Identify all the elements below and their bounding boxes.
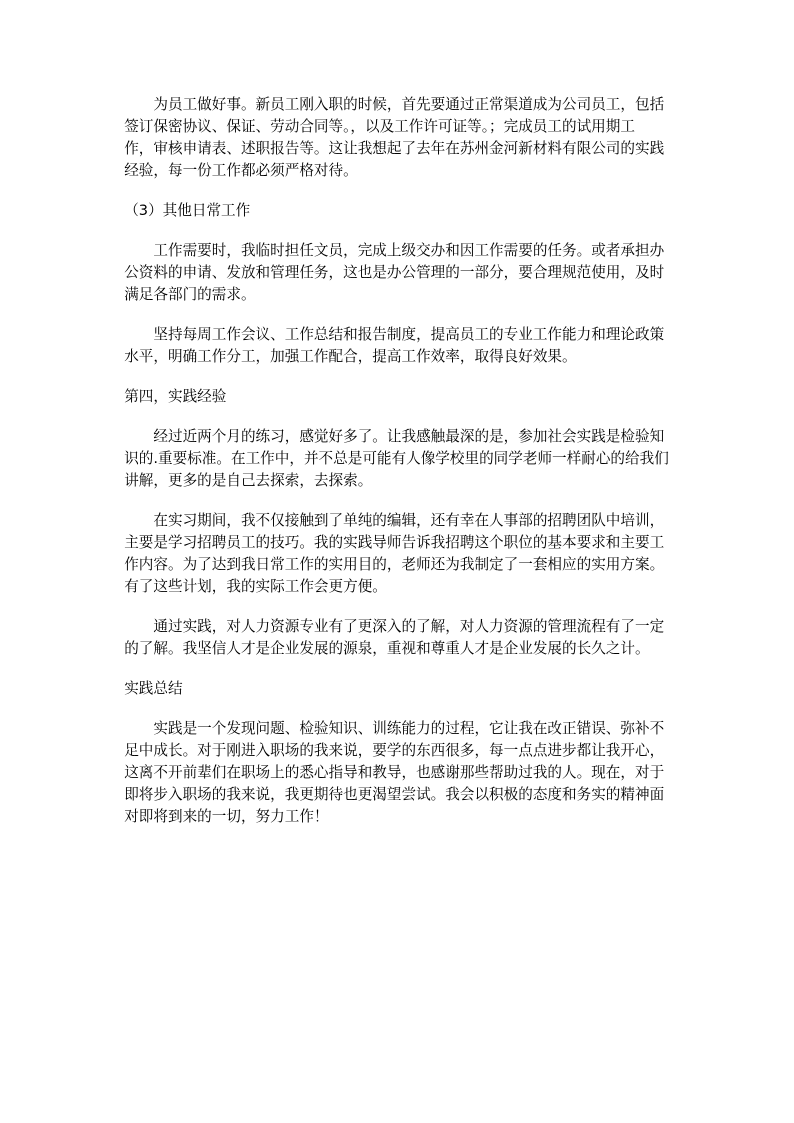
paragraph-line: 作，审核申请表、述职报告等。这让我想起了去年在苏州金河新材料有限公司的实践 — [124, 140, 665, 157]
paragraph-line: 作内容。为了达到我日常工作的实用目的，老师还为我制定了一套相应的实用方案。 — [124, 556, 665, 573]
paragraph-line: 在实习期间，我不仅接触到了单纯的编辑，还有幸在人事部的招聘团队中培训， — [153, 512, 665, 529]
paragraph-line: 足中成长。对于刚进入职场的我来说，要学的东西很多，每一点点进步都让我开心， — [124, 742, 665, 759]
paragraph-line: 经过近两个月的练习，感觉好多了。让我感触最深的是，参加社会实践是检验知 — [153, 428, 665, 445]
paragraph-line: 为员工做好事。新员工刚入职的时候，首先要通过正常渠道成为公司员工，包括 — [153, 96, 665, 113]
paragraph-internship-period — [95, 510, 701, 598]
section-heading-practice-experience: 第四，实践经验 — [124, 388, 227, 405]
paragraph-line: 签订保密协议、保证、劳动合同等。，以及工作许可证等。；完成员工的试用期工 — [124, 118, 635, 135]
paragraph-line: 识的.重要标准。在工作中，并不总是可能有人像学校里的同学老师一样耐心的给我们 — [124, 450, 669, 467]
section-heading-other-daily-work: （3）其他日常工作 — [124, 202, 251, 219]
paragraph-summary — [95, 718, 701, 828]
paragraph-line: 的了解。我坚信人才是企业发展的源泉，重视和尊重人才是企业发展的长久之计。 — [124, 640, 650, 657]
paragraph-line: 这离不开前辈们在职场上的悉心指导和教导，也感谢那些帮助过我的人。现在，对于 — [124, 764, 665, 781]
paragraph-weekly-meetings — [95, 324, 701, 368]
paragraph-line: 工作需要时，我临时担任文员，完成上级交办和因工作需要的任务。或者承担办 — [153, 242, 665, 259]
paragraph-hr-understanding — [95, 616, 701, 660]
paragraph-line: 即将步入职场的我来说，我更期待也更渴望尝试。我会以积极的态度和务实的精神面 — [124, 786, 665, 803]
paragraph-clerk-duties — [95, 240, 701, 306]
paragraph-line: 讲解，更多的是自己去探索，去探索。 — [124, 472, 373, 489]
document-page — [95, 94, 701, 846]
section-heading-practice-summary: 实践总结 — [124, 680, 183, 697]
paragraph-line: 经验，每一份工作都必须严格对待。 — [124, 162, 358, 179]
paragraph-line: 坚持每周工作会议、工作总结和报告制度，提高员工的专业工作能力和理论政策 — [153, 326, 665, 343]
paragraph-line: 主要是学习招聘员工的技巧。我的实践导师告诉我招聘这个职位的基本要求和主要工 — [124, 534, 665, 551]
paragraph-line: 水平，明确工作分工，加强工作配合，提高工作效率，取得良好效果。 — [124, 348, 577, 365]
paragraph-line: 公资料的申请、发放和管理任务，这也是办公管理的一部分，要合理规范使用，及时 — [124, 264, 665, 281]
paragraph-line: 通过实践，对人力资源专业有了更深入的了解，对人力资源的管理流程有了一定 — [153, 618, 665, 635]
paragraph-line: 实践是一个发现问题、检验知识、训练能力的过程，它让我在改正错误、弥补不 — [153, 720, 665, 737]
paragraph-line: 满足各部门的需求。 — [124, 286, 256, 303]
paragraph-line: 对即将到来的一切，努力工作！ — [124, 808, 329, 825]
paragraph-new-employee-affairs — [95, 94, 701, 182]
paragraph-practice-feelings — [95, 426, 701, 492]
paragraph-line: 有了这些计划，我的实际工作会更方便。 — [124, 578, 387, 595]
